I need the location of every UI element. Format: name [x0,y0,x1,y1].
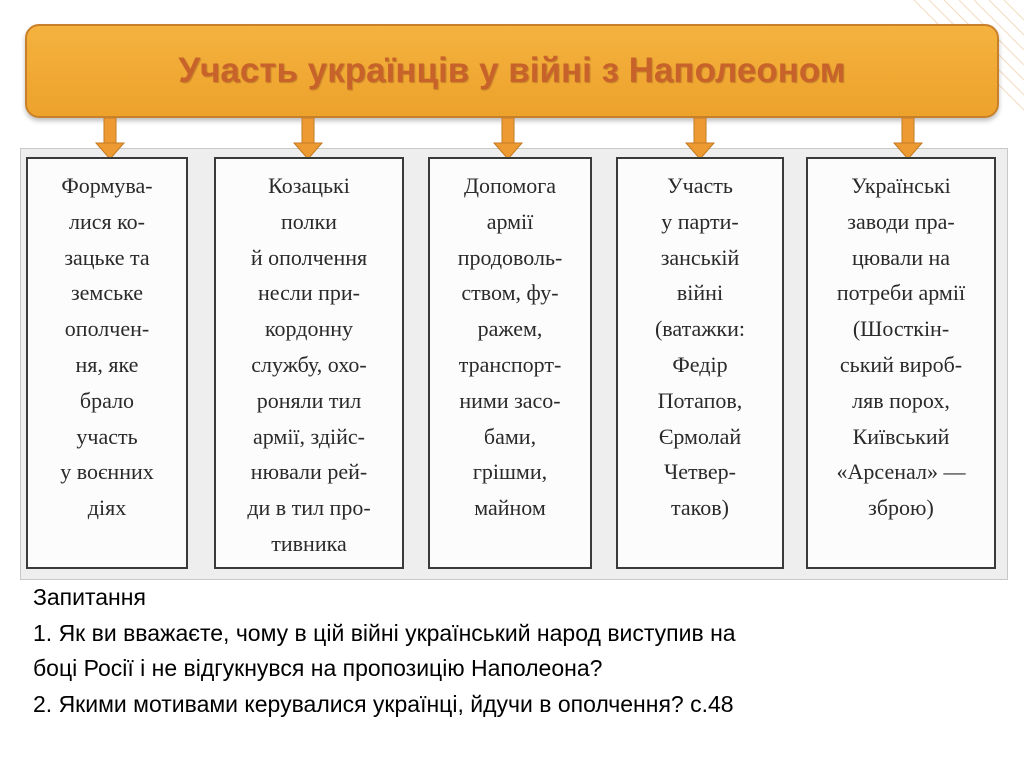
question-line-2: боці Росії і не відгукнувся на пропозицію Наполеона? [33,655,603,681]
column-text-3: Допомога армії продоволь- ством, фу- ражем, транспорт- ними засо- бами, грішми, майном [457,173,563,521]
column-text-5: Українські заводи пра- цювали на потреби армії (Шосткін- ський вироб- ляв порох, Київський «Арсенал» — зброю) [836,173,966,521]
down-arrow-icon [893,118,923,160]
column-box-4 [616,157,784,569]
column-box-5 [806,157,996,569]
down-arrow-icon [493,118,523,160]
column-box-1 [26,157,188,569]
down-arrow-icon [293,118,323,160]
column-text-4: Участь у парти- занській війні (ватажки: Федір Потапов, Єрмолай Четвер- таков) [654,173,746,521]
column-text-2: Козацькі полки й ополчення несли при- кордонну службу, охо- роняли тил армії, здійс- нювали рей- ди в тил про- тивника [247,173,371,556]
diagram-title: Участь українців у війні з Наполеоном [178,51,846,90]
column-text-1: Формува- лися ко- зацьке та земське ополчен- ня, яке брало участь у воєнних діях [60,173,154,521]
column-box-3 [428,157,592,569]
column-box-2 [214,157,404,569]
question-line-3: 2. Якими мотивами керувалися українці, йдучи в ополчення? с.48 [33,690,734,717]
title-banner [25,24,999,118]
down-arrow-icon [685,118,715,160]
questions-block [33,580,1003,722]
questions-heading: Запитання [33,584,146,610]
down-arrow-icon [95,118,125,160]
question-line-1: 1. Як ви вважаєте, чому в цій війні український народ виступив на [33,619,736,646]
